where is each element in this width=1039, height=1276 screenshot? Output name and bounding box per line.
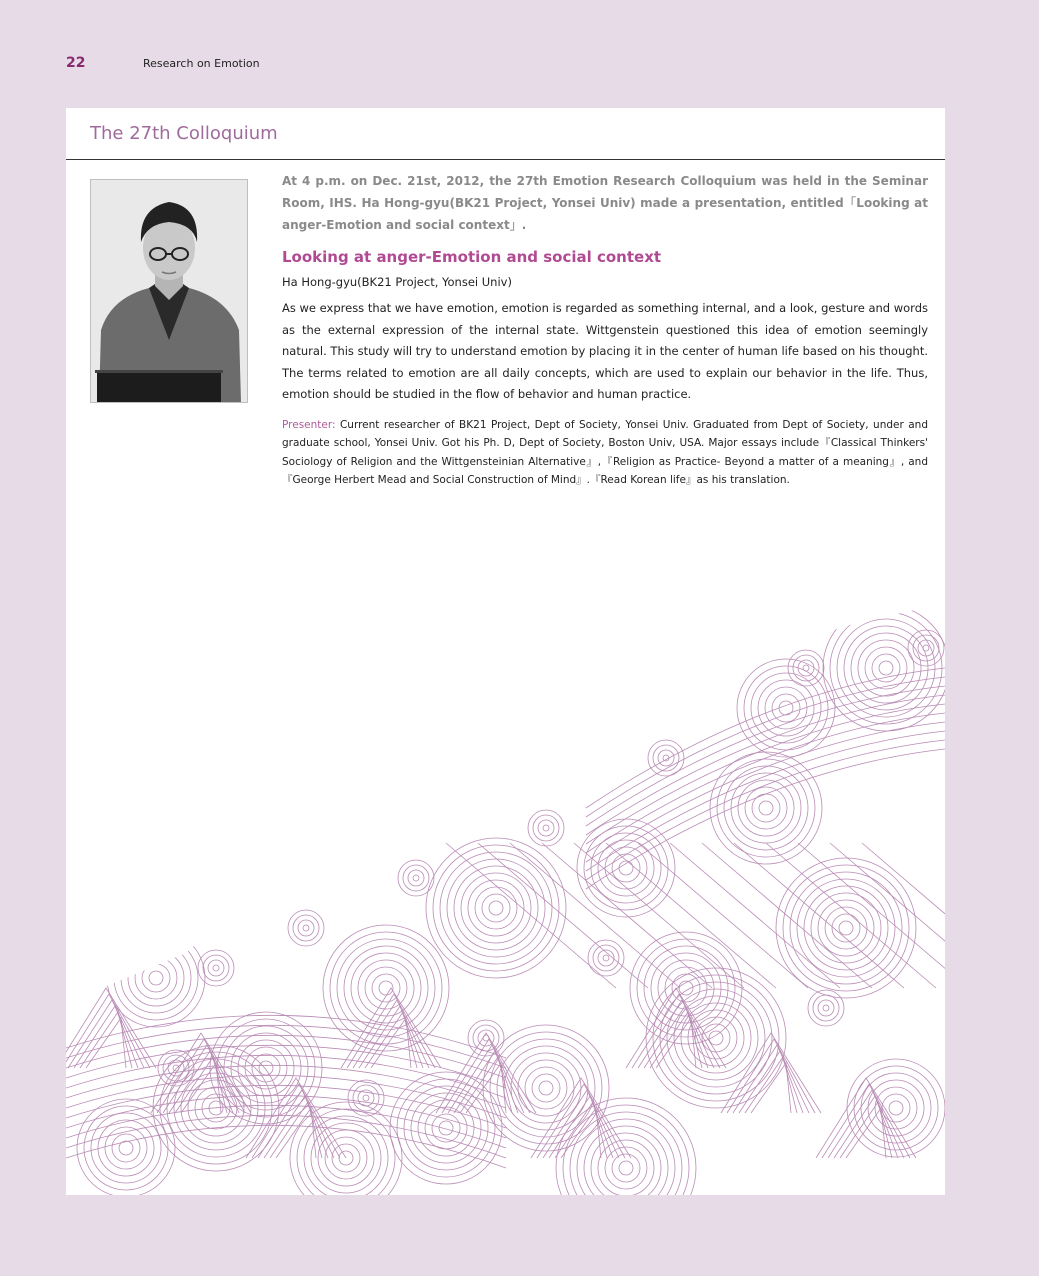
presenter-bio bbox=[282, 416, 928, 490]
speaker-name: Ha Hong-gyu(BK21 Project, Yonsei Univ) bbox=[282, 275, 512, 289]
running-header: Research on Emotion bbox=[143, 57, 260, 70]
content-panel bbox=[66, 108, 945, 1195]
speaker-photo bbox=[90, 179, 248, 403]
article-content bbox=[282, 170, 928, 490]
presenter-label: Presenter: bbox=[282, 418, 336, 431]
presenter-bio-text: Current researcher of BK21 Project, Dept of Society, Yonsei Univ. Graduated from Dept of Society, under and graduate school, Yonsei Univ. Got his Ph. D, Dept of Society, Boston Univ, USA. Major essays include『Classical Thinkers' Sociology of Religion and the Wittgensteinian Alternative』,『Religion as Practice- Beyond a matter of a meaning』, and『George Herbert Mead and Social Construction of Mind』.『Read Korean life』as his translation. bbox=[282, 418, 928, 487]
section-title: The 27th Colloquium bbox=[90, 123, 278, 144]
title-rule bbox=[66, 159, 945, 160]
intro-paragraph: At 4 p.m. on Dec. 21st, 2012, the 27th Emotion Research Colloquium was held in the Seminar Room, IHS. Ha Hong-gyu(BK21 Project, Yonsei Univ) made a presentation, entitled「Looking at anger-Emotion and social context」. bbox=[282, 174, 928, 232]
talk-title: Looking at anger-Emotion and social context bbox=[282, 248, 662, 266]
page-number: 22 bbox=[66, 55, 86, 71]
abstract-paragraph: As we express that we have emotion, emotion is regarded as something internal, and a look, gesture and words as the external expression of the internal state. Wittgenstein questioned this idea of emotion seemingly natural. This study will try to understand emotion by placing it in the center of human life based on his thought. The terms related to emotion are all daily concepts, which are used to explain our behavior in the life. Thus, emotion should be studied in the flow of behavior and human practice. bbox=[282, 301, 928, 402]
